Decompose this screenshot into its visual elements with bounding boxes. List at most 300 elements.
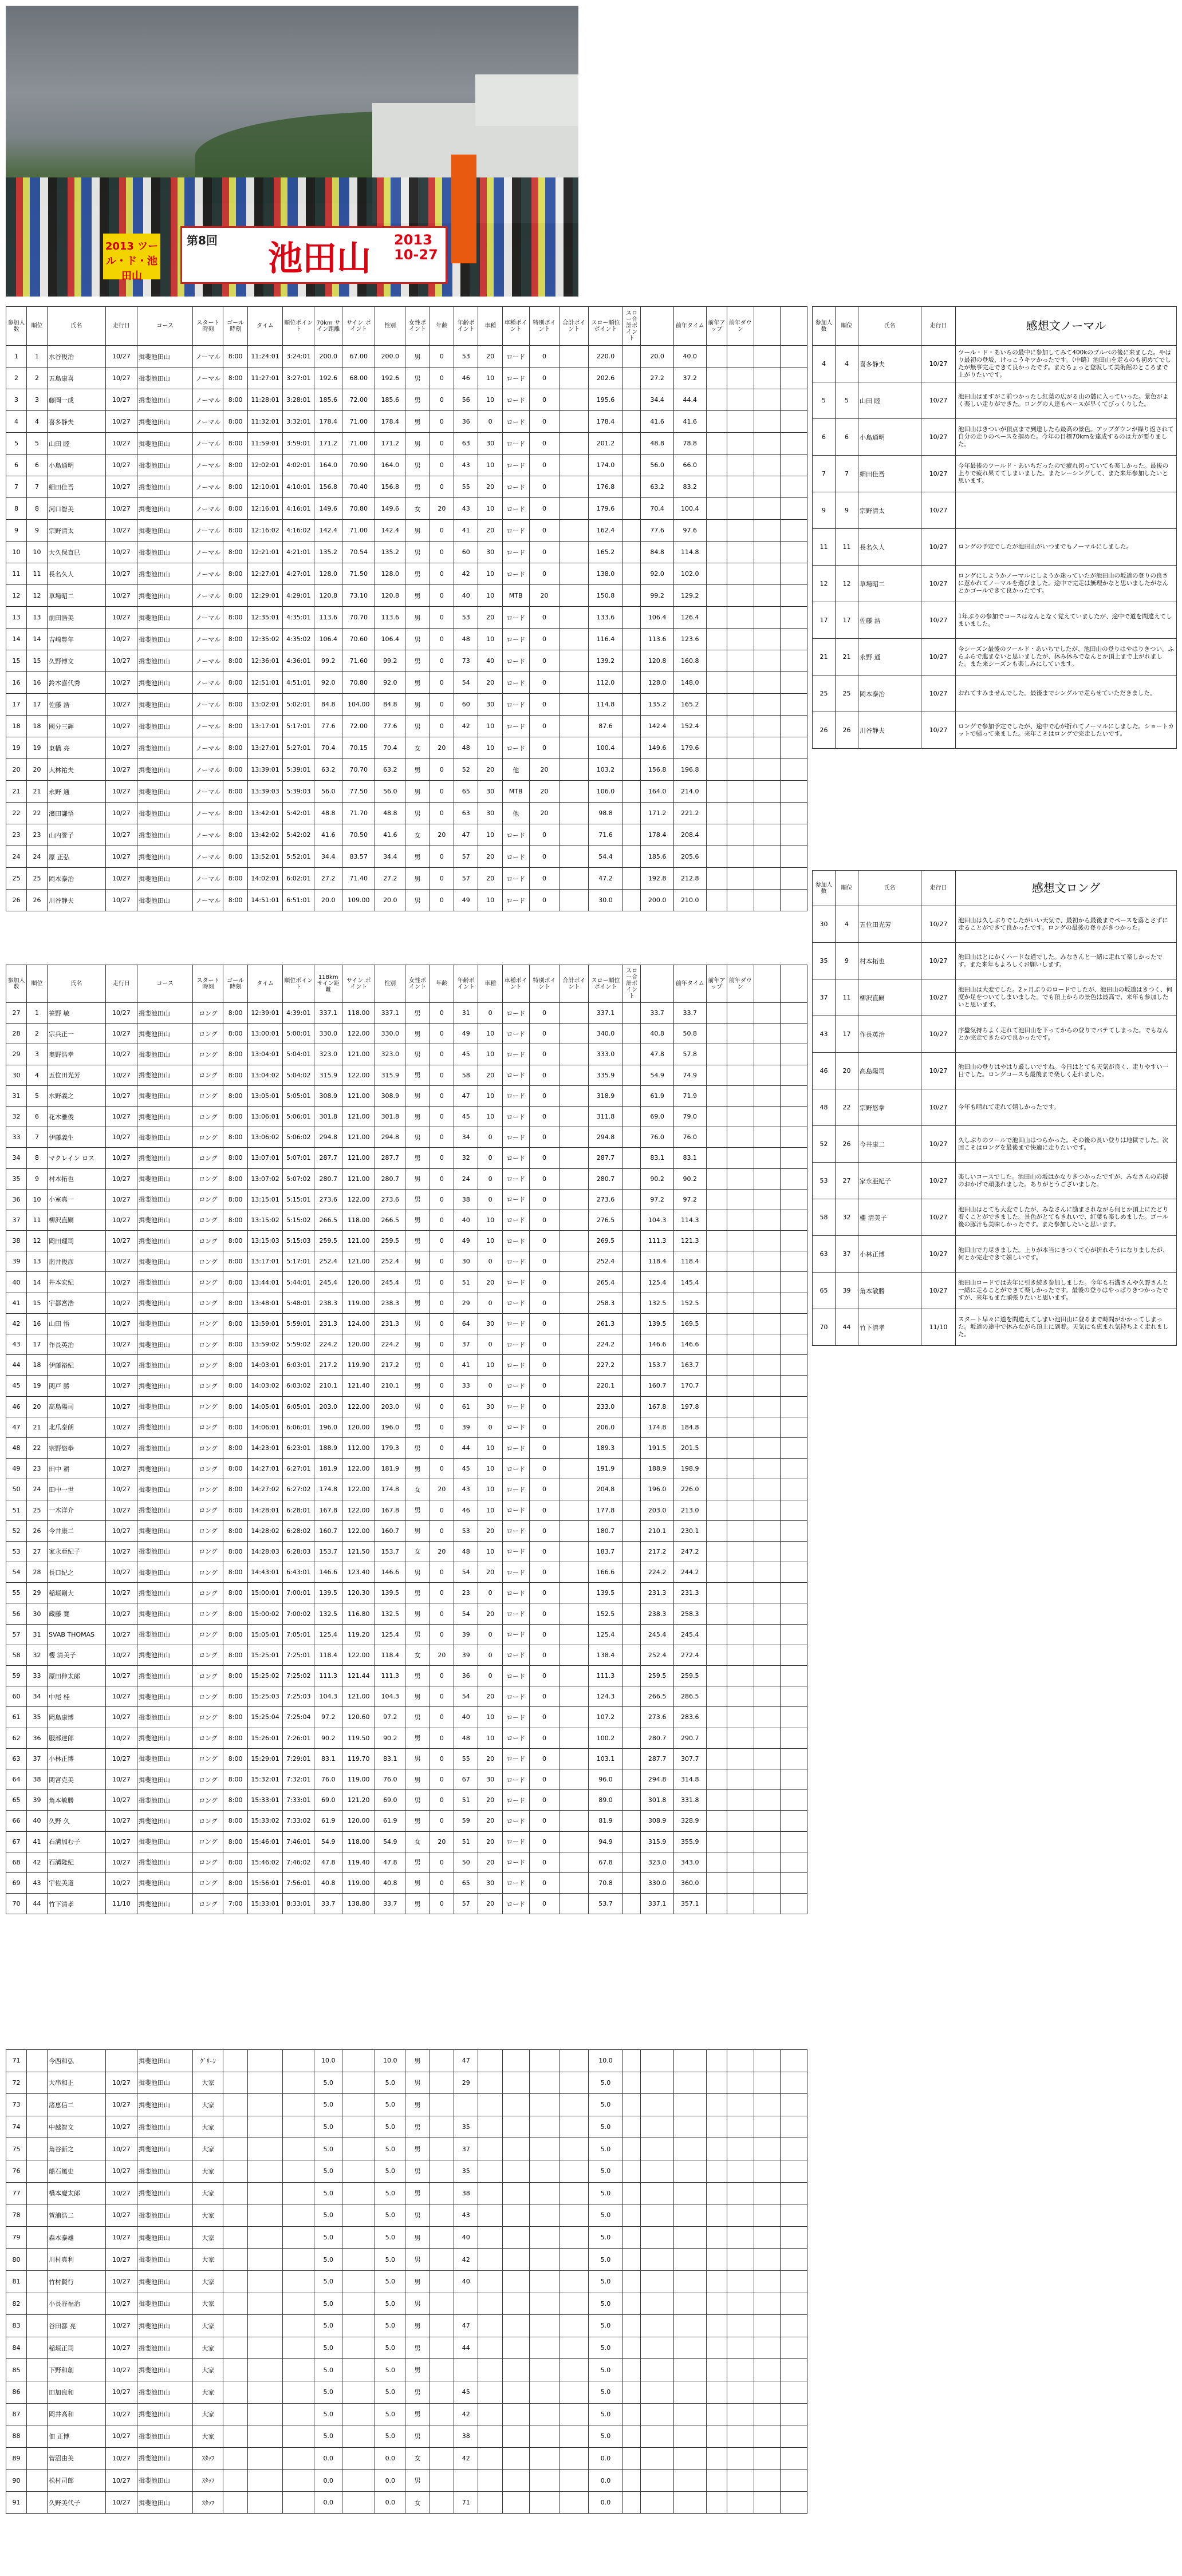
table-cell: ロング xyxy=(193,1334,223,1355)
table-cell: 10/27 xyxy=(105,1583,137,1603)
table-cell: 61.9 xyxy=(641,1085,673,1106)
table-cell: 4:16:02 xyxy=(283,520,314,542)
table-cell: 8:00 xyxy=(223,563,247,585)
table-cell: ロング xyxy=(193,1500,223,1520)
table-row xyxy=(6,1334,807,1355)
table-cell: 71.00 xyxy=(342,411,375,433)
table-cell: 83 xyxy=(6,2315,27,2337)
table-cell xyxy=(560,1500,589,1520)
table-cell: 0 xyxy=(529,476,560,498)
table-cell: 99.2 xyxy=(641,585,673,607)
table-cell: 266.5 xyxy=(641,1686,673,1707)
table-cell xyxy=(727,1790,754,1811)
table-cell: 男 xyxy=(405,1707,430,1728)
table-cell xyxy=(622,1293,641,1313)
table-cell xyxy=(727,585,754,607)
table-row xyxy=(6,1811,807,1831)
table-cell: 永野 通 xyxy=(858,639,921,675)
table-cell xyxy=(727,520,754,542)
table-cell: 43 xyxy=(454,498,478,520)
table-cell: 192.8 xyxy=(641,868,673,890)
table-cell: 77.6 xyxy=(375,716,405,737)
table-cell: 41.6 xyxy=(375,824,405,846)
column-header: 女性ポイント xyxy=(405,307,430,346)
impression-row xyxy=(813,906,1177,943)
table-cell: 82 xyxy=(6,2293,27,2315)
table-cell: 69.0 xyxy=(641,1106,673,1127)
table-cell xyxy=(727,2138,754,2160)
table-cell: 大串和正 xyxy=(48,2072,106,2094)
table-cell: 8:00 xyxy=(223,1583,247,1603)
table-cell: 今西和弘 xyxy=(48,2050,106,2072)
banner-date: 2013 10-27 xyxy=(394,232,438,263)
table-cell: 10/27 xyxy=(921,1199,956,1236)
table-cell xyxy=(622,2050,641,2072)
table-row xyxy=(6,2204,807,2227)
table-cell xyxy=(622,824,641,846)
table-cell xyxy=(478,2116,502,2138)
table-cell: ロード xyxy=(502,1127,529,1148)
table-cell: 10/27 xyxy=(105,1728,137,1748)
table-cell: 43 xyxy=(27,1872,48,1893)
table-cell: 8:00 xyxy=(223,520,247,542)
table-cell: 10 xyxy=(478,737,502,759)
table-cell: 11/10 xyxy=(105,1894,137,1914)
column-header xyxy=(781,965,807,1003)
table-cell xyxy=(529,2138,560,2160)
table-cell: 36 xyxy=(454,1666,478,1686)
table-cell xyxy=(727,2094,754,2116)
table-cell xyxy=(454,2470,478,2492)
table-row xyxy=(6,1106,807,1127)
table-cell: 16 xyxy=(27,1313,48,1334)
table-cell xyxy=(754,1065,781,1085)
table-cell xyxy=(781,542,807,563)
table-cell xyxy=(342,2116,375,2138)
table-cell xyxy=(478,2072,502,2094)
table-row xyxy=(6,1562,807,1583)
table-cell: 宇都宮浩 xyxy=(48,1293,106,1313)
table-cell: 49 xyxy=(6,1459,27,1479)
table-cell: 東橋 亮 xyxy=(48,737,106,759)
table-cell: 335.9 xyxy=(589,1065,622,1085)
column-header: 氏名 xyxy=(858,871,921,906)
table-cell: ロード xyxy=(502,1562,529,1583)
table-cell xyxy=(727,542,754,563)
table-row xyxy=(6,1085,807,1106)
table-cell: 13:05:01 xyxy=(247,1085,282,1106)
table-cell: 大家 xyxy=(193,2270,223,2293)
table-cell: 8:00 xyxy=(223,1355,247,1376)
table-cell: 3:27:01 xyxy=(283,368,314,389)
table-cell: 90.2 xyxy=(641,1168,673,1189)
table-cell xyxy=(754,1894,781,1914)
table-cell: 54.9 xyxy=(641,1065,673,1085)
table-cell: 65 xyxy=(454,781,478,803)
table-cell: 178.4 xyxy=(314,411,342,433)
table-cell: ロード xyxy=(502,433,529,455)
table-cell: 10/27 xyxy=(105,1293,137,1313)
table-cell xyxy=(727,650,754,672)
table-cell: ロード xyxy=(502,389,529,411)
table-cell xyxy=(223,2470,247,2492)
table-cell: 男 xyxy=(405,2094,430,2116)
table-cell: 315.9 xyxy=(375,1065,405,1085)
table-cell: 287.7 xyxy=(314,1148,342,1168)
column-header: 車種ポイント xyxy=(502,965,529,1003)
table-cell xyxy=(622,846,641,868)
table-cell: 5.0 xyxy=(314,2138,342,2160)
table-cell xyxy=(283,2293,314,2315)
column-header: 前年アップ xyxy=(706,307,727,346)
table-cell xyxy=(560,1376,589,1396)
table-cell: ロード xyxy=(502,824,529,846)
table-cell: 0 xyxy=(430,1272,454,1293)
table-cell: 0 xyxy=(478,1666,502,1686)
table-cell: 106.4 xyxy=(375,629,405,650)
table-cell: 揖斐池田山 xyxy=(137,824,193,846)
table-cell: 竹村賢行 xyxy=(48,2270,106,2293)
table-cell xyxy=(560,1272,589,1293)
table-cell: 10/27 xyxy=(921,566,956,602)
table-cell: 78 xyxy=(6,2204,27,2227)
table-cell: 男 xyxy=(405,1313,430,1334)
table-cell xyxy=(622,1272,641,1293)
table-row xyxy=(6,607,807,629)
table-row xyxy=(6,1769,807,1789)
table-cell: 0 xyxy=(430,1085,454,1106)
table-cell: 245.4 xyxy=(673,1624,706,1645)
table-cell: 角谷新之 xyxy=(48,2138,106,2160)
table-cell: 0 xyxy=(529,1666,560,1686)
table-cell: 122.00 xyxy=(342,1500,375,1520)
table-cell xyxy=(673,2381,706,2403)
table-cell: 5.0 xyxy=(314,2116,342,2138)
table-cell: 5 xyxy=(27,1085,48,1106)
table-cell: 203.0 xyxy=(314,1396,342,1417)
table-cell: 5.0 xyxy=(375,2226,405,2249)
table-row xyxy=(6,2072,807,2094)
table-cell: 72.00 xyxy=(342,389,375,411)
table-cell xyxy=(283,2425,314,2448)
table-cell: 30 xyxy=(478,781,502,803)
table-cell: 石溝加む子 xyxy=(48,1831,106,1852)
table-cell: 121.40 xyxy=(342,1376,375,1396)
table-cell xyxy=(560,2182,589,2204)
table-cell: 114.8 xyxy=(673,542,706,563)
table-cell xyxy=(560,476,589,498)
table-cell xyxy=(727,1272,754,1293)
table-cell: 6:28:02 xyxy=(283,1520,314,1541)
table-cell: 0 xyxy=(478,1376,502,1396)
table-cell xyxy=(754,868,781,890)
table-cell xyxy=(560,2204,589,2227)
table-cell: 7:05:01 xyxy=(283,1624,314,1645)
impression-row xyxy=(813,1089,1177,1126)
table-cell xyxy=(781,1168,807,1189)
table-cell: 139.5 xyxy=(375,1583,405,1603)
table-cell: 13:04:01 xyxy=(247,1044,282,1065)
table-cell: 家永亜紀子 xyxy=(48,1541,106,1562)
table-cell: 10/27 xyxy=(921,1053,956,1089)
table-cell: 久野博文 xyxy=(48,650,106,672)
table-cell: 8:00 xyxy=(223,1831,247,1852)
table-cell: 221.2 xyxy=(673,803,706,824)
table-cell: 120.00 xyxy=(342,1417,375,1437)
table-cell: 71.40 xyxy=(342,868,375,890)
table-cell xyxy=(781,1624,807,1645)
table-cell xyxy=(622,1044,641,1065)
table-cell xyxy=(560,1459,589,1479)
table-cell: 5.0 xyxy=(314,2072,342,2094)
table-cell: 10/27 xyxy=(921,675,956,712)
table-cell xyxy=(727,781,754,803)
table-cell xyxy=(560,1148,589,1168)
table-cell xyxy=(622,1852,641,1872)
table-cell: 76.0 xyxy=(314,1769,342,1789)
table-cell: 189.3 xyxy=(589,1437,622,1458)
table-cell xyxy=(502,2138,529,2160)
table-cell: 48 xyxy=(454,1728,478,1748)
table-cell: 大家 xyxy=(193,2381,223,2403)
column-header: コース xyxy=(137,965,193,1003)
table-cell: 7:29:01 xyxy=(283,1748,314,1769)
table-cell xyxy=(247,2315,282,2337)
table-cell xyxy=(706,1376,727,1396)
table-cell: 10/27 xyxy=(105,585,137,607)
table-row xyxy=(6,2447,807,2470)
impression-row xyxy=(813,1309,1177,1346)
table-cell xyxy=(781,1396,807,1417)
table-cell: 8:00 xyxy=(223,1417,247,1437)
table-cell: ロング xyxy=(193,1417,223,1437)
table-cell: ロード xyxy=(502,1769,529,1789)
table-cell: 15:33:01 xyxy=(247,1894,282,1914)
table-cell: 10/27 xyxy=(921,639,956,675)
table-cell xyxy=(781,607,807,629)
table-cell: 60 xyxy=(454,542,478,563)
table-row xyxy=(6,1520,807,1541)
table-cell: 揖斐池田山 xyxy=(137,1437,193,1458)
column-header: 年齢ポイント xyxy=(454,965,478,1003)
table-cell xyxy=(342,2072,375,2094)
table-cell: 男 xyxy=(405,2470,430,2492)
table-row xyxy=(6,585,807,607)
table-cell: 揖斐池田山 xyxy=(137,2116,193,2138)
table-cell: 濱田謙悟 xyxy=(48,803,106,824)
table-cell: 4:35:02 xyxy=(283,629,314,650)
table-cell xyxy=(560,629,589,650)
table-cell: 男 xyxy=(405,1500,430,1520)
table-cell: 184.8 xyxy=(673,1417,706,1437)
table-cell: 22 xyxy=(27,1437,48,1458)
table-cell: 6:51:01 xyxy=(283,890,314,911)
table-cell xyxy=(622,2072,641,2094)
table-cell: 0.0 xyxy=(589,2491,622,2514)
table-cell: 8:00 xyxy=(223,1500,247,1520)
table-cell: 49 xyxy=(454,1231,478,1251)
table-cell: 107.2 xyxy=(589,1707,622,1728)
table-cell: 5:17:01 xyxy=(283,716,314,737)
table-cell: ロング xyxy=(193,1293,223,1313)
table-cell: 0 xyxy=(430,1148,454,1168)
table-cell: 122.00 xyxy=(342,1645,375,1665)
table-cell: 8:00 xyxy=(223,1065,247,1085)
table-row xyxy=(6,476,807,498)
table-cell xyxy=(641,2160,673,2182)
table-cell xyxy=(478,2182,502,2204)
table-cell xyxy=(781,1686,807,1707)
table-cell: 60 xyxy=(454,694,478,716)
table-cell xyxy=(706,781,727,803)
table-cell: 156.8 xyxy=(641,759,673,781)
table-cell xyxy=(727,1376,754,1396)
table-cell: 10 xyxy=(478,368,502,389)
table-cell xyxy=(706,2050,727,2072)
table-cell: 48 xyxy=(454,737,478,759)
table-cell: 0 xyxy=(529,1500,560,1520)
table-cell xyxy=(430,2116,454,2138)
impression-row xyxy=(813,675,1177,712)
table-cell: 女 xyxy=(405,1645,430,1665)
table-cell: 10/27 xyxy=(105,563,137,585)
column-header xyxy=(754,307,781,346)
table-cell xyxy=(754,1003,781,1024)
table-cell xyxy=(622,1520,641,1541)
table-cell: 10/27 xyxy=(105,2138,137,2160)
table-cell: ロード xyxy=(502,1894,529,1914)
table-cell: 宗野悠拳 xyxy=(858,1089,921,1126)
table-cell: ロング xyxy=(193,1728,223,1748)
table-cell: 118.00 xyxy=(342,1210,375,1230)
table-cell xyxy=(727,1231,754,1251)
table-cell: 26 xyxy=(27,890,48,911)
table-cell: 10/27 xyxy=(921,1163,956,1199)
table-cell: 10/27 xyxy=(105,2226,137,2249)
table-cell: 5.0 xyxy=(375,2337,405,2359)
table-cell xyxy=(754,1562,781,1583)
table-cell xyxy=(502,2447,529,2470)
table-cell: 1 xyxy=(6,346,27,368)
table-cell xyxy=(560,2160,589,2182)
table-cell xyxy=(622,629,641,650)
table-cell: 12:51:01 xyxy=(247,672,282,694)
table-cell: 71.50 xyxy=(342,563,375,585)
table-cell xyxy=(754,1148,781,1168)
table-cell: 46 xyxy=(454,368,478,389)
table-cell: 114.8 xyxy=(589,694,622,716)
table-cell: 男 xyxy=(405,1417,430,1437)
table-cell xyxy=(560,846,589,868)
table-cell: 20 xyxy=(430,498,454,520)
table-cell xyxy=(706,716,727,737)
table-cell xyxy=(560,1003,589,1024)
table-row xyxy=(6,1645,807,1665)
table-cell xyxy=(560,2226,589,2249)
table-row xyxy=(6,759,807,781)
table-cell xyxy=(622,650,641,672)
table-cell: 男 xyxy=(405,2425,430,2448)
table-cell xyxy=(560,2381,589,2403)
table-cell: 213.0 xyxy=(673,1500,706,1520)
table-cell: 角本敏勝 xyxy=(48,1790,106,1811)
table-cell: 10/27 xyxy=(105,1748,137,1769)
table-cell xyxy=(622,716,641,737)
table-cell: 10/27 xyxy=(105,1168,137,1189)
table-cell: 71 xyxy=(6,2050,27,2072)
table-cell: 44.4 xyxy=(673,389,706,411)
table-cell: ロング xyxy=(193,1645,223,1665)
table-cell: 0 xyxy=(430,1293,454,1313)
table-cell xyxy=(454,2293,478,2315)
table-cell: 8 xyxy=(27,1148,48,1168)
table-cell: 12:27:01 xyxy=(247,563,282,585)
table-cell: 56 xyxy=(6,1603,27,1624)
table-cell xyxy=(283,2226,314,2249)
table-cell: 6 xyxy=(27,455,48,476)
column-header: 順位ポイント xyxy=(283,307,314,346)
table-cell: 0 xyxy=(529,368,560,389)
table-cell: 308.9 xyxy=(641,1811,673,1831)
table-cell: 0 xyxy=(430,476,454,498)
table-cell: 125.4 xyxy=(314,1624,342,1645)
table-cell: 10/27 xyxy=(105,2094,137,2116)
table-cell xyxy=(560,585,589,607)
table-cell: 5:06:02 xyxy=(283,1127,314,1148)
table-cell xyxy=(706,672,727,694)
table-cell: 男 xyxy=(405,1210,430,1230)
table-cell: 10 xyxy=(478,389,502,411)
table-cell: 1 xyxy=(27,346,48,368)
table-cell: 15:25:03 xyxy=(247,1686,282,1707)
table-cell: 47 xyxy=(454,2050,478,2072)
table-cell: 橋本慶太郎 xyxy=(48,2182,106,2204)
table-cell: 261.3 xyxy=(589,1313,622,1334)
table-cell xyxy=(430,2470,454,2492)
table-cell: 6:05:01 xyxy=(283,1396,314,1417)
table-cell: 185.6 xyxy=(641,846,673,868)
table-cell xyxy=(560,2491,589,2514)
table-cell: 10 xyxy=(478,1024,502,1044)
table-cell: 119.90 xyxy=(342,1355,375,1376)
column-header: 氏名 xyxy=(858,307,921,346)
table-cell: 0 xyxy=(430,1396,454,1417)
table-cell: 76 xyxy=(6,2160,27,2182)
table-cell: 男 xyxy=(405,1189,430,1210)
table-cell: 63.2 xyxy=(641,476,673,498)
table-cell xyxy=(529,2116,560,2138)
table-cell: 0 xyxy=(430,1790,454,1811)
table-cell: 10 xyxy=(478,1728,502,1748)
table-cell xyxy=(283,2050,314,2072)
table-cell: 40 xyxy=(454,1707,478,1728)
impression-row xyxy=(813,419,1177,456)
table-cell: 45 xyxy=(454,2381,478,2403)
table-cell: 337.1 xyxy=(375,1003,405,1024)
table-cell: 71.70 xyxy=(342,803,375,824)
table-cell xyxy=(706,890,727,911)
table-cell: 160.8 xyxy=(673,650,706,672)
table-cell xyxy=(781,2138,807,2160)
table-cell: 男 xyxy=(405,2226,430,2249)
table-cell: 4:27:01 xyxy=(283,563,314,585)
table-cell: 160.7 xyxy=(375,1520,405,1541)
table-cell xyxy=(781,1085,807,1106)
table-cell: 231.3 xyxy=(641,1583,673,1603)
table-cell: 33.7 xyxy=(641,1003,673,1024)
table-cell: 308.9 xyxy=(375,1085,405,1106)
table-cell: 55 xyxy=(6,1583,27,1603)
